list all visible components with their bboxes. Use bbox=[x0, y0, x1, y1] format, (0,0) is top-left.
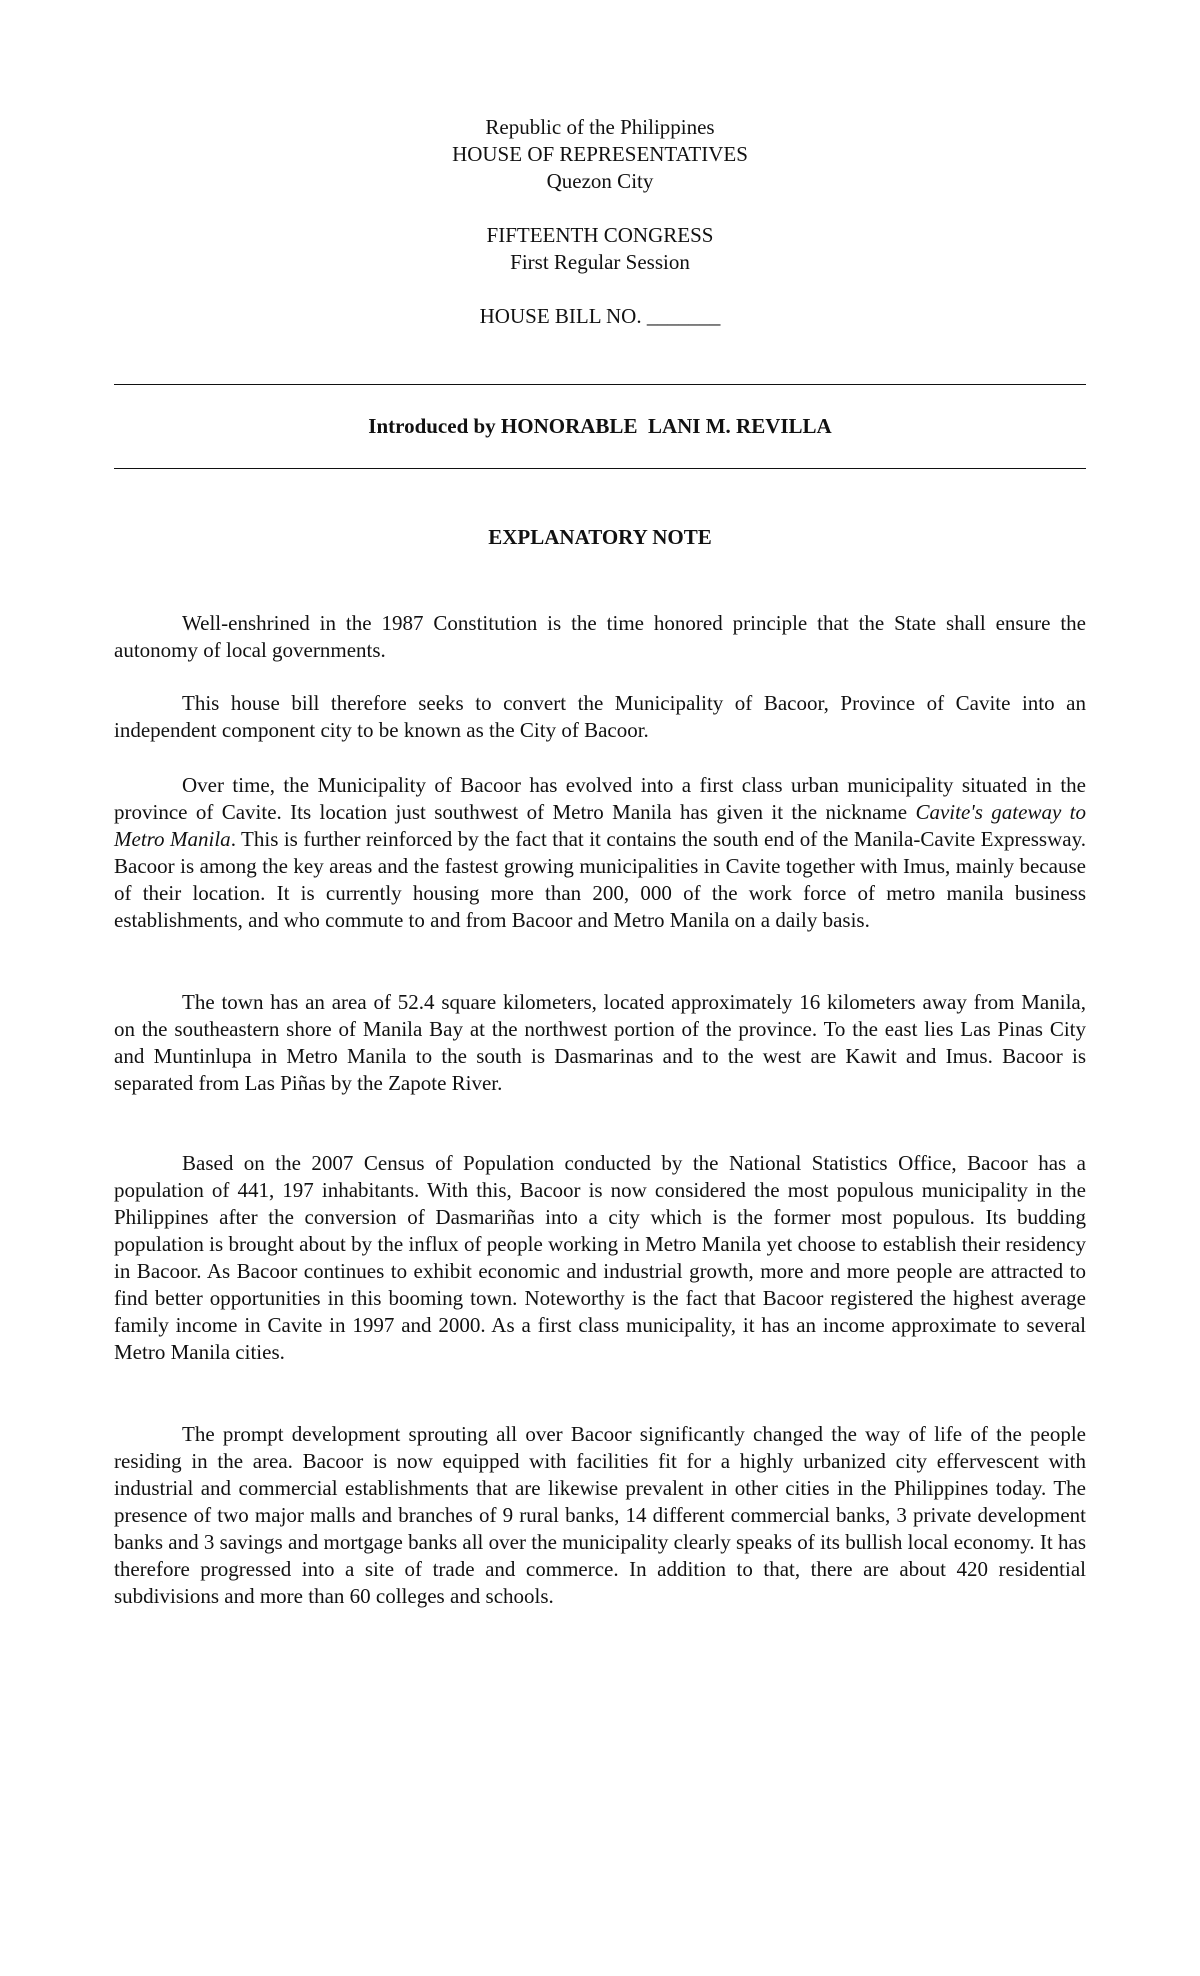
header-city: Quezon City bbox=[546, 169, 654, 193]
bottom-divider bbox=[114, 468, 1086, 469]
introduced-by: Introduced by HONORABLE LANI M. REVILLA bbox=[368, 414, 832, 438]
paragraph-development: The prompt development sprouting all over Bacoor significantly changed the way of life of the people residing in the area. Bacoor is now equipped with facilities fit for a highly urbanized city effervescent with industrial and commercial establishments that are likewise prevalent in other cities in the Philippines today. The presence of two major malls and branches of 9 rural banks, 14 different commercial banks, 3 private development banks and 3 savings and mortgage banks all over the municipality clearly speaks of its bullish local economy. It has therefore progressed into a site of trade and commerce. In addition to that, there are about 420 residential subdivisions and more than 60 colleges and schools. bbox=[114, 1422, 1086, 1608]
paragraph-population: Based on the 2007 Census of Population conducted by the National Statistics Office, Bacoor has a population of 441, 197 inhabitants. With this, Bacoor is now considered the most populous municipality in the Philippines after the conversion of Dasmariñas into a city which is the former most populous. Its budding population is brought about by the influx of people working in Metro Manila yet choose to establish their residency in Bacoor. As Bacoor continues to exhibit economic and industrial growth, more and more people are attracted to find better opportunities in this booming town. Noteworthy is the fact that Bacoor registered the highest average family income in Cavite in 1997 and 2000. As a first class municipality, it has an income approximate to several Metro Manila cities. bbox=[114, 1151, 1086, 1364]
document-header bbox=[0, 114, 1200, 330]
paragraph-constitution: Well-enshrined in the 1987 Constitution is the time honored principle that the State shall ensure the autonomy of local governments. bbox=[114, 611, 1086, 662]
top-divider bbox=[114, 384, 1086, 385]
header-session: First Regular Session bbox=[510, 250, 690, 274]
explanatory-note-title: EXPLANATORY NOTE bbox=[488, 525, 712, 549]
paragraph-history bbox=[114, 772, 1086, 934]
header-republic: Republic of the Philippines bbox=[485, 115, 715, 139]
header-bill-number: HOUSE BILL NO. _______ bbox=[479, 304, 721, 328]
paragraph-purpose: This house bill therefore seeks to convert the Municipality of Bacoor, Province of Cavite into an independent component city to be known as the City of Bacoor. bbox=[114, 691, 1086, 742]
nickname-italic: Cavite's gateway to Metro Manila bbox=[114, 800, 1086, 851]
paragraph-history-end: . This is further reinforced by the fact that it contains the south end of the Manila-Cavite Expressway. Bacoor is among the key areas and the fastest growing municipalities in Cavite together with Imus, mainly because of their location. It is currently housing more than 200, 000 of the work force of metro manila business establishments, and who commute to and from Bacoor and Metro Manila on a daily basis. bbox=[114, 827, 1086, 932]
paragraph-geography: The town has an area of 52.4 square kilometers, located approximately 16 kilometers away from Manila, on the southeastern shore of Manila Bay at the northwest portion of the province. To the east lies Las Pinas City and Muntinlupa in Metro Manila to the south is Dasmarinas and to the west are Kawit and Imus. Bacoor is separated from Las Piñas by the Zapote River. bbox=[114, 990, 1086, 1095]
paragraph-history-start: Over time, the Municipality of Bacoor has evolved into a first class urban municipality situated in the province of Cavite. Its location just southwest of Metro Manila has given it the nickname bbox=[114, 773, 1086, 824]
header-house: HOUSE OF REPRESENTATIVES bbox=[452, 142, 748, 166]
header-congress: FIFTEENTH CONGRESS bbox=[486, 223, 714, 247]
